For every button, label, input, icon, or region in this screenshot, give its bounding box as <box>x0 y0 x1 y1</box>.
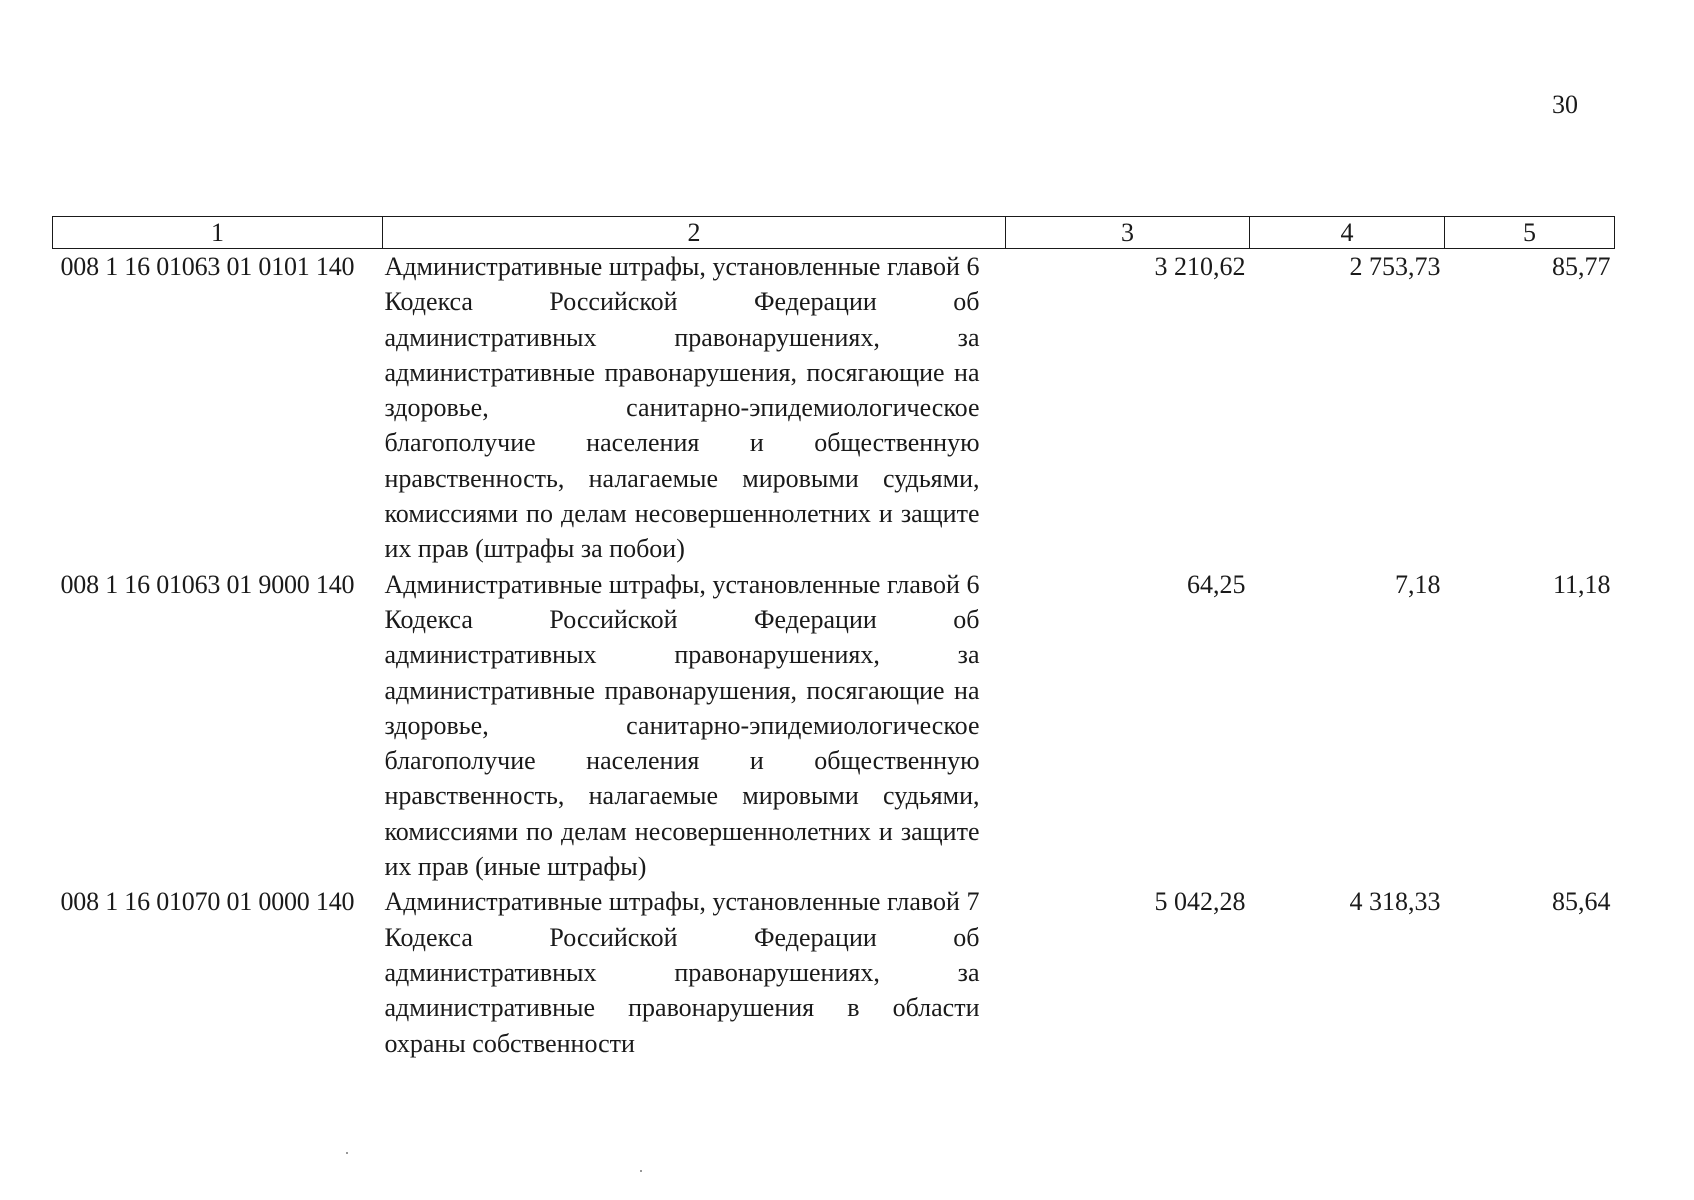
header-row <box>53 217 1615 249</box>
table-row <box>53 249 1615 567</box>
header-col-3: 3 <box>1006 217 1250 249</box>
value-col-5: 11,18 <box>1552 569 1611 599</box>
table-row <box>53 567 1615 885</box>
revenue-description: Административные штрафы, установленные главой 6 Кодекса Российской Федерации об административных правонарушениях, за административные правонарушения, посягающие на здоровье, санитарно-эпидемиологическое благополучие населения и общественную нравственность, налагаемые мировыми судьями, комиссиями по делам несовершеннолетних и защите их прав (иные штрафы) <box>384 569 980 882</box>
table-row <box>53 884 1615 1060</box>
page-number: 30 <box>1552 90 1578 119</box>
header-col-2: 2 <box>383 217 1006 249</box>
revenue-description: Административные штрафы, установленные главой 6 Кодекса Российской Федерации об административных правонарушениях, за административные правонарушения, посягающие на здоровье, санитарно-эпидемиологическое благополучие населения и общественную нравственность, налагаемые мировыми судьями, комиссиями по делам несовершеннолетних и защите их прав (штрафы за побои) <box>384 252 980 564</box>
value-col-3: 64,25 <box>1187 569 1246 599</box>
header-col-4: 4 <box>1250 217 1445 249</box>
scan-speck <box>346 1152 348 1154</box>
budget-code: 008 1 16 01063 01 9000 140 <box>60 569 355 599</box>
table-header <box>53 217 1615 249</box>
header-col-5: 5 <box>1445 217 1615 249</box>
value-col-4: 7,18 <box>1395 569 1441 599</box>
revenue-description: Административные штрафы, установленные главой 7 Кодекса Российской Федерации об административных правонарушениях, за административные правонарушения в области охраны собственности <box>384 887 980 1058</box>
budget-code: 008 1 16 01070 01 0000 140 <box>60 887 355 917</box>
value-col-5: 85,77 <box>1552 252 1611 281</box>
budget-code: 008 1 16 01063 01 0101 140 <box>60 252 355 281</box>
budget-table <box>52 216 1615 1061</box>
table-body <box>53 249 1615 1061</box>
value-col-3: 3 210,62 <box>1154 252 1246 281</box>
value-col-4: 4 318,33 <box>1349 887 1441 917</box>
value-col-4: 2 753,73 <box>1349 252 1441 281</box>
value-col-5: 85,64 <box>1552 887 1611 917</box>
scan-speck <box>640 1170 642 1172</box>
value-col-3: 5 042,28 <box>1154 887 1246 917</box>
header-col-1: 1 <box>53 217 383 249</box>
